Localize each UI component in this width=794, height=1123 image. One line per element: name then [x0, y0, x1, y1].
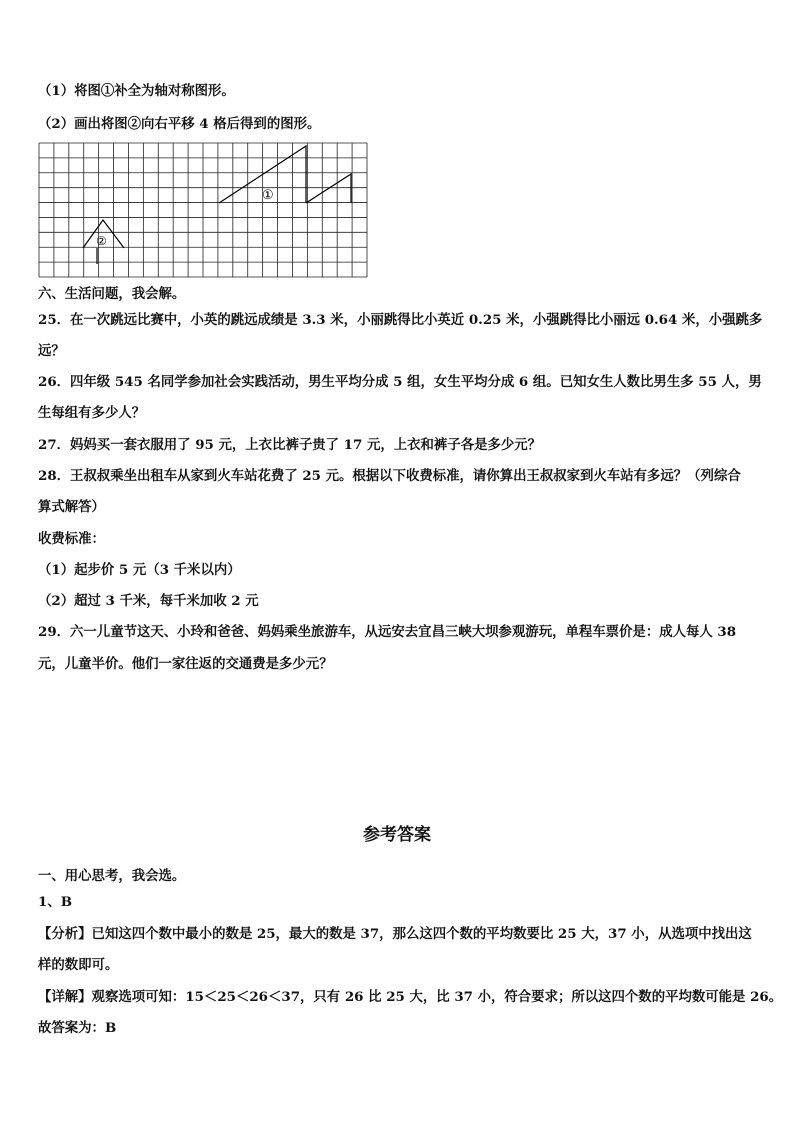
fee-rule-2: （2）超过 3 千米，每千米加收 2 元 — [38, 593, 259, 609]
q26-line1: 26．四年级 545 名同学参加社会实践活动，男生平均分成 5 组，女生平均分成 6 组。已知女生人数比男生多 55 人，男 — [38, 374, 762, 390]
q28-line2: 算式解答） — [38, 499, 105, 515]
q26-line2: 生每组有多少人？ — [38, 405, 146, 421]
final-answer: 故答案为：B — [38, 1020, 117, 1036]
answer-title: 参考答案 — [363, 825, 431, 845]
answer-1: 1、B — [38, 894, 73, 910]
analysis-line1: 【分析】已知这四个数中最小的数是 25，最大的数是 37，那么这四个数的平均数要比 25 大，37 小，从选项中找出这 — [38, 926, 752, 942]
fee-heading: 收费标准： — [38, 531, 105, 547]
q28-line1: 28．王叔叔乘坐出租车从家到火车站花费了 25 元。根据以下收费标准，请你算出王叔叔家到火车站有多远？（列综合 — [38, 468, 741, 484]
instruction-2: （2）画出将图②向右平移 4 格后得到的图形。 — [38, 116, 321, 132]
figure-1-label: ① — [262, 188, 274, 203]
q27: 27．妈妈买一套衣服用了 95 元，上衣比裤子贵了 17 元，上衣和裤子各是多少元？ — [38, 437, 542, 453]
detail-line: 【详解】观察选项可知：15＜25＜26＜37，只有 26 比 25 大，比 37 小，符合要求；所以这四个数的平均数可能是 26。 — [38, 989, 783, 1005]
q29-line2: 元，儿童半价。他们一家往返的交通费是多少元？ — [38, 656, 333, 672]
grid-figure — [38, 142, 368, 282]
section-1-heading: 一、用心思考，我会选。 — [38, 868, 186, 884]
section-6-heading: 六、生活问题，我会解。 — [38, 286, 186, 302]
fee-rule-1: （1）起步价 5 元（3 千米以内） — [38, 562, 241, 578]
q25-line1: 25．在一次跳远比赛中，小英的跳远成绩是 3.3 米，小丽跳得比小英近 0.25 米，小强跳得比小丽远 0.64 米，小强跳多 — [38, 312, 763, 328]
q25-line2: 远？ — [38, 343, 65, 359]
figure-1-small — [306, 174, 351, 203]
figure-2-label: ② — [96, 234, 107, 248]
instruction-1: （1）将图①补全为轴对称图形。 — [38, 83, 235, 99]
q29-line1: 29．六一儿童节这天、小玲和爸爸、妈妈乘坐旅游车，从远安去宜昌三峡大坝参观游玩，单程车票价是：成人每人 38 — [38, 624, 737, 640]
grid-svg — [38, 142, 368, 278]
analysis-line2: 样的数即可。 — [38, 957, 119, 973]
